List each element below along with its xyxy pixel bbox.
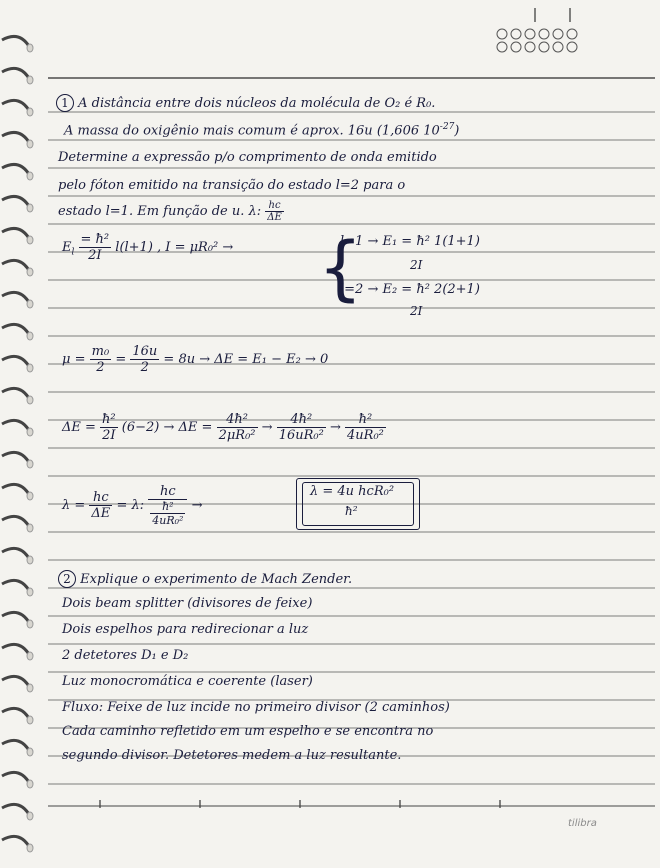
q2-line-1: Dois beam splitter (divisores de feixe) <box>62 596 313 611</box>
q1-line-2: A massa do oxigênio mais comum é aprox. 16u (1,606 $10^{-27}$) <box>64 122 460 139</box>
q1-line-3: Determine a expressão p/o comprimento de onda emitido <box>58 150 437 165</box>
case-l2-den: 2I <box>410 304 423 318</box>
q2-line-3: 2 detetores D₁ e D₂ <box>62 648 189 663</box>
q2-line-4: Luz monocromática e coerente (laser) <box>62 674 313 689</box>
reduced-mass: μ = $\frac{\text{m₀}}{2}$ = $\frac{16u}{2}$ = 8u → ΔE = E₁ − E₂ → 0 <box>62 344 329 375</box>
energy-formula: $E_l$ $\frac{\text{= ħ²}}{2I}$ l(l+1) , I = μR₀² → <box>62 232 234 263</box>
q1-number: 1 <box>56 94 74 112</box>
case-brace: { <box>318 227 363 309</box>
case-l1-den: 2I <box>410 258 423 272</box>
q2-title: 2 Explique o experimento de Mach Zender. <box>58 570 352 588</box>
brand-mark: tilibra <box>568 818 597 829</box>
q2-line-2: Dois espelhos para redirecionar a luz <box>62 622 309 637</box>
q2-line-6: Cada caminho refletido em um espelho e se encontra no <box>62 724 434 739</box>
q2-line-5: Fluxo: Feixe de luz incide no primeiro divisor (2 caminhos) <box>62 700 450 715</box>
case-l1: l=1 → E₁ = ħ² 1(1+1) <box>340 234 480 249</box>
q1-line-4: pelo fóton emitido na transição do estado l=2 para o <box>58 178 406 193</box>
q1-line-1: 1 A distância entre dois núcleos da molécula de O₂ é R₀. <box>56 94 435 112</box>
lambda-formula: λ = $\frac{hc}{\Delta E}$ = λ: $\frac{hc}{\frac{\text{ħ²}}{\text{4uR₀²}}}$ → <box>62 484 203 527</box>
answer-lambda-den: ħ² <box>345 504 358 518</box>
q2-number: 2 <box>58 570 76 588</box>
case-l2: l=2 → E₂ = ħ² 2(2+1) <box>340 282 480 297</box>
q1-line-5: estado l=1. Em função de u. λ: $\frac{hc}{\Delta E}$ <box>58 200 282 223</box>
delta-e: ΔE = $\frac{\text{ħ²}}{2I}$ (6−2) → ΔE = $\frac{\text{4ħ²}}{\text{2μR₀²}}$ → $\frac{\text{4ħ²}}{\text{16uR₀²}}$ → $\frac{\text{ħ²}}{\text{4uR₀²}}$ <box>62 412 384 443</box>
date-circles <box>494 28 614 54</box>
answer-lambda: λ = 4u hcR₀² <box>310 484 395 499</box>
spiral-binding <box>0 0 40 868</box>
q2-line-7: segundo divisor. Detetores medem a luz resultante. <box>62 748 402 763</box>
